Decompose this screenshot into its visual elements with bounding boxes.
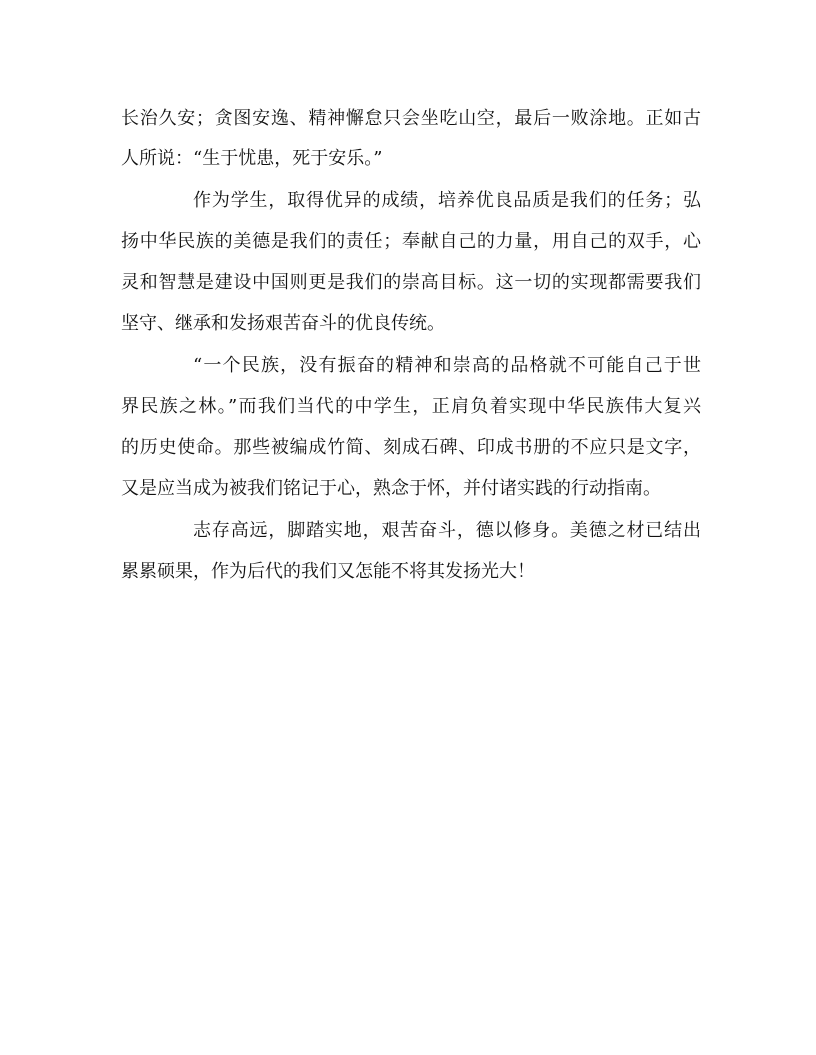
text-line: 长治久安；贪图安逸、精神懈怠只会坐吃山空，最后一败涂地。正如古: [121, 108, 701, 129]
text-line: 界民族之林。”而我们当代的中学生，正肩负着实现中华民族伟大复兴: [121, 396, 701, 417]
text-line: 的历史使命。那些被编成竹简、刻成石碑、印成书册的不应只是文字，: [121, 437, 701, 458]
text-line: 人所说：“生于忧患，死于安乐。”: [121, 148, 383, 169]
paragraph-first-line: 志存高远，脚踏实地，艰苦奋斗，德以修身。美德之材已结出: [193, 520, 701, 541]
text-line: 坚守、继承和发扬艰苦奋斗的优良传统。: [121, 313, 445, 334]
paragraph-first-line: 作为学生，取得优异的成绩，培养优良品质是我们的任务；弘: [193, 190, 701, 211]
text-line: 扬中华民族的美德是我们的责任；奉献自己的力量，用自己的双手，心: [121, 231, 701, 252]
paragraph-first-line: “一个民族，没有振奋的精神和崇高的品格就不可能自己于世: [193, 355, 701, 376]
text-line: 累累硕果，作为后代的我们又怎能不将其发扬光大！: [121, 561, 535, 582]
text-line: 又是应当成为被我们铭记于心，熟念于怀，并付诸实践的行动指南。: [121, 478, 661, 499]
text-line: 灵和智慧是建设中国则更是我们的崇高目标。这一切的实现都需要我们: [121, 272, 701, 293]
